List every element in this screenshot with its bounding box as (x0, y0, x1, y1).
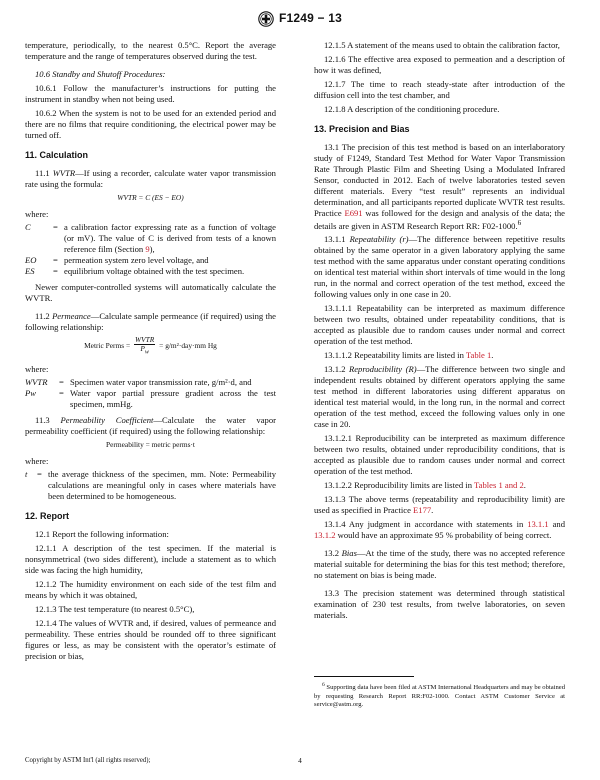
section-13-1-4: 13.1.4 Any judgment in accordance with statements in 13.1.1 and 13.1.2 would have an approximate 95 % probability of being correct. (314, 519, 565, 541)
section-12-1-7: 12.1.7 The time to reach steady-state after introduction of the diffusion cell into the test chamber, and (314, 79, 565, 100)
where-label: where: (25, 364, 49, 374)
section-13-heading: 13. Precision and Bias (314, 124, 410, 134)
section-12-1-3: 12.1.3 The test temperature (to nearest 0.5°C), (35, 603, 195, 614)
newer-systems-note: Newer computer-controlled systems will automatically calculate the WVTR. (25, 281, 276, 303)
section-13-3: 13.3 The precision statement was determined through statistical examination of 230 test results, from twelve laboratories, on seven materials. (314, 588, 565, 621)
section-11-2: 11.2 Permeance—Calculate sample permeance (if required) using the following relationship: (25, 310, 276, 332)
definition-row: EO = permeation system zero level voltage, and (25, 254, 209, 265)
definition-list-1 (25, 222, 276, 277)
section-12-1: 12.1 Report the following information: (35, 528, 169, 539)
section-11-3: 11.3 Permeability Coefficient—Calculate the water vapor permeability coefficient (if required) using the following relationship: (25, 415, 276, 436)
left-column (25, 40, 276, 665)
section-13-1: 13.1 The precision of this test method is based on an interlaboratory study of F1249, Standard Test Method for Water Vapor Transmission Rate Through Plastic Film and Sheeting Using a Modulated Infrared Sensor, conducted in 2012. Each of twelve laboratories tested seven different materials. Every “test result” represents an individual determination, and all participants reported duplicate WVTR test results. Practice E691 was followed for the design and analysis of the data; the details are given in ASTM Research Report RR: F02-1000.$^6$ (314, 141, 565, 231)
definition-row: C = a calibration factor expressing rate as a function of voltage (or mV). The value of C is derived from tests of a known reference film (Section 9), (25, 221, 276, 254)
copyright-notice: Copyright by ASTM Int'l (all rights reserved); (25, 757, 151, 764)
section-10-6-2: 10.6.2 When the system is not to be used for an extended period and there are no films that require conditioning, the electrical power may be turned off. (25, 108, 276, 140)
definition-row: t = the average thickness of the specimen, mm. Note: Permeability calculations are meaningful only in cases where materials have been determined to be homogeneous. (25, 469, 276, 502)
e691-link[interactable]: E691 (344, 207, 363, 218)
footnote-ref-6[interactable]: 6 (517, 218, 522, 227)
astm-logo-icon (258, 11, 274, 27)
section-13-1-1-2: 13.1.1.2 Repeatability limits are listed in Table 1. (324, 350, 494, 361)
definition-row: ES = equilibrium voltage obtained with the test specimen. (25, 265, 245, 276)
definition-list-2 (25, 377, 276, 410)
tables-1-2-link[interactable]: Tables 1 and 2 (473, 480, 524, 491)
right-column (314, 40, 565, 624)
section-12-1-1: 12.1.1 A description of the test specimen. If the material is nonsymmetrical (two sides different), include a statement as to which side was facing the high humidity, (25, 542, 276, 575)
definition-list-3 (25, 469, 276, 502)
standard-designation: F1249 − 13 (278, 11, 343, 26)
wvtr-formula: WVTR = C (ES − EO) (117, 192, 184, 202)
section-13-1-1-1: 13.1.1.1 Repeatability can be interpreted as maximum difference between two results, obtained under repeatability conditions, that is accepted as plausible due to random causes under normal and correct operation of the test method. (314, 303, 565, 347)
section-12-1-6: 12.1.6 The effective area exposed to permeation and a description of how it was defined, (314, 54, 565, 75)
section-13-1-2: 13.1.2 Reproducibility (R)—The difference between two single and independent results obtained by different operators applying the same test method in different laboratories using different apparatus on identical test material would, in the long run, in the normal and correct operation of the test method, exceed the following values only in one case in 20. (314, 364, 566, 430)
page-header (0, 8, 600, 30)
section-12-heading: 12. Report (25, 511, 70, 522)
paragraph-continued: temperature, periodically, to the nearest 0.5°C. Report the average temperature and the range of temperatures observed during the test. (25, 40, 276, 61)
section-9-link[interactable]: 9 (145, 243, 150, 254)
section-10-6-1: 10.6.1 Follow the manufacturer’s instructions for putting the instrument in standby when not being used. (25, 83, 276, 104)
where-label: where: (25, 456, 49, 467)
page-number: 4 (298, 756, 302, 765)
permeance-formula: Metric Perms = $\frac{\text{WVTR}}{P_w}$ = g/m²·day·mm Hg (84, 334, 217, 356)
section-13-1-2-2: 13.1.2.2 Reproducibility limits are listed in Tables 1 and 2. (324, 480, 526, 491)
section-12-1-4: 12.1.4 The values of WVTR and, if desired, values of permeance and permeability. These entries should be rounded off to three significant figures or less, as may be consistent with the operator’s estimate of precision or bias, (25, 617, 276, 661)
definition-row: WVTR = Specimen water vapor transmission rate, g/m²·d, and (25, 377, 252, 387)
section-12-1-2: 12.1.2 The humidity environment on each side of the test film and means by which it was obtained, (25, 578, 276, 600)
section-13-2: 13.2 Bias—At the time of the study, there was no accepted reference material suitable for determining the bias for this test method; therefore, no statement on bias is being made. (314, 548, 565, 581)
section-11-heading: 11. Calculation (25, 150, 89, 160)
section-13-1-2-1: 13.1.2.1 Reproducibility can be interpreted as maximum difference between two results, obtained under reproducibility conditions, that is accepted as plausible due to random causes under normal and correct operation of the test method. (314, 433, 565, 477)
section-13-1-1: 13.1.1 Repeatability (r)—The difference between repetitive results obtained by the same operator in a given laboratory applying the same test method with the same apparatus under constant operating conditions on identical test material within short intervals of time would in the long run, in the normal and correct operation of the test method, exceed the following values only in one case in 20. (314, 234, 565, 300)
section-13-1-3: 13.1.3 The above terms (repeatability and reproducibility limit) are used as specified in Practice E177. (314, 494, 565, 516)
definition-row: Pw = Water vapor partial pressure gradient across the test specimen, mmHg. (25, 388, 276, 409)
section-12-1-5: 12.1.5 A statement of the means used to obtain the calibration factor, (324, 40, 560, 50)
section-11-1: 11.1 WVTR—If using a recorder, calculate water vapor transmission rate using the formula: (25, 167, 276, 189)
footnote-divider (314, 676, 414, 677)
section-13-1-2-link[interactable]: 13.1.2 (314, 530, 336, 541)
section-13-1-1-link[interactable]: 13.1.1 (527, 519, 549, 530)
section-12-1-8: 12.1.8 A description of the conditioning procedure. (324, 104, 500, 114)
table-1-link[interactable]: Table 1 (465, 350, 492, 361)
section-10-6-heading: 10.6 Standby and Shutoff Procedures: (35, 69, 166, 79)
permeability-formula: Permeability = metric perms·t (106, 440, 195, 449)
e177-link[interactable]: E177 (413, 505, 432, 516)
footnote-6: $^6$ Supporting data have been filed at ASTM International Headquarters and may be obtained by requesting Research Report RR:F02-1000. Contact ASTM Customer Service at service@astm.org. (314, 682, 565, 709)
where-label: where: (25, 208, 49, 219)
